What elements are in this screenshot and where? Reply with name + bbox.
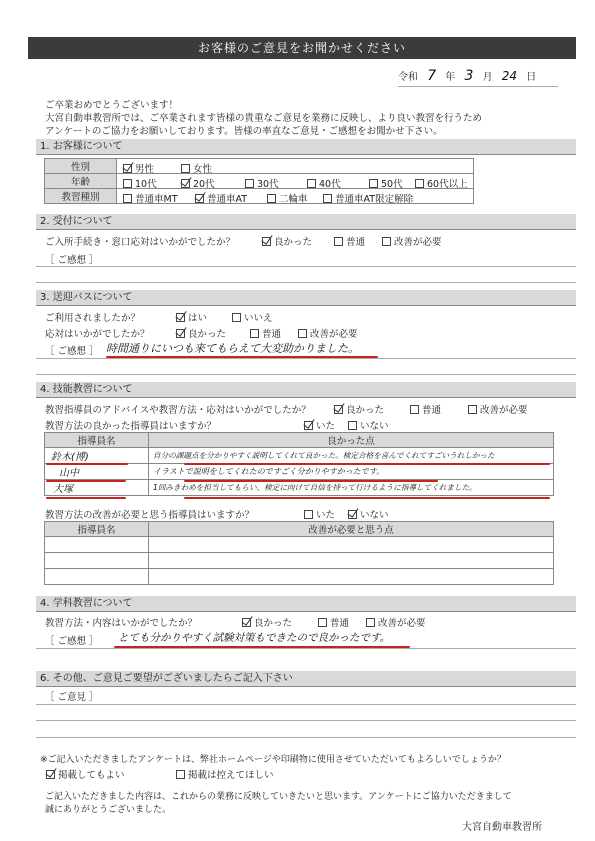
checkbox-icon[interactable] <box>318 618 327 627</box>
option-label: 普通 <box>262 329 282 340</box>
checkbox-icon[interactable] <box>232 313 241 322</box>
course-type-options <box>117 189 474 204</box>
checkbox-icon[interactable] <box>304 510 313 519</box>
driving-normal-option[interactable] <box>410 402 441 416</box>
bad-row-3-point-cell[interactable] <box>149 569 554 585</box>
option-label: 男性 <box>135 164 155 175</box>
checkbox-icon[interactable] <box>410 405 419 414</box>
good-row-1-name-underline <box>46 463 128 465</box>
bus-used-no-option[interactable] <box>232 310 273 324</box>
good-row-1-name-cell[interactable] <box>45 448 149 464</box>
section-driving-header: 4. 技能教習について <box>36 382 576 398</box>
reception-comment-label: ［ ご感想 ］ <box>45 255 99 266</box>
driving-advice-question: 教習指導員のアドバイスや教習方法・応対はいかがでしたか？ <box>45 405 311 416</box>
bad-row-3-name-cell[interactable] <box>45 569 149 585</box>
option-label: 掲載してもよい <box>58 770 125 781</box>
checkbox-checked-icon[interactable] <box>242 618 251 627</box>
section-customer-header: 1. お客様について <box>36 139 576 155</box>
age-options <box>117 174 474 189</box>
course-type-label: 教習種別 <box>45 189 117 204</box>
survey-title-banner: お客様のご意見をお聞かせください <box>28 37 576 59</box>
date-year-unit: 年 <box>445 72 456 83</box>
good-instructor-yes-option[interactable] <box>304 418 335 432</box>
checkbox-checked-icon[interactable] <box>176 329 185 338</box>
option-label: 改善が必要 <box>480 405 528 416</box>
bus-good-option[interactable] <box>176 326 226 340</box>
date-day-unit: 日 <box>526 72 537 83</box>
checkbox-icon[interactable] <box>382 237 391 246</box>
good-row-1-point-cell[interactable] <box>149 448 554 464</box>
date-day[interactable]: 24 <box>501 69 518 83</box>
bus-service-question: 応対はいかがでしたか？ <box>45 329 150 340</box>
option-label: 良かった <box>188 329 227 340</box>
bus-used-yes-option[interactable] <box>176 310 207 324</box>
bus-comment-line-2[interactable] <box>36 374 576 375</box>
good-row-2-name-underline <box>46 480 126 482</box>
option-label: 二輪車 <box>279 194 308 205</box>
classroom-good-option[interactable] <box>242 615 292 629</box>
checkbox-checked-icon[interactable] <box>181 179 190 188</box>
bad-instructor-yes-option[interactable] <box>304 507 335 521</box>
option-label: 普通車MT <box>135 194 178 205</box>
good-row-2-point-underline <box>184 480 438 482</box>
checkbox-icon[interactable] <box>307 179 316 188</box>
classroom-comment-line <box>36 648 576 649</box>
other-comment-label: ［ ご意見 ］ <box>45 692 99 703</box>
intro-line-1: ご卒業おめでとうございます！ <box>45 100 179 111</box>
course-at-option[interactable] <box>195 191 247 205</box>
bad-row-2-point-cell[interactable] <box>149 553 554 569</box>
gender-options <box>117 159 474 174</box>
bad-instructor-table <box>44 521 554 585</box>
date-line <box>398 68 536 84</box>
reception-question: ご入所手続き・窓口応対はいかがでしたか？ <box>45 237 236 248</box>
bus-comment-handwritten[interactable]: 時間通りにいつも来てもらえて大変助かりました。 <box>106 342 359 355</box>
option-label: はい <box>188 313 208 324</box>
course-at-limit-option[interactable] <box>323 191 413 205</box>
option-label: 普通車AT限定解除 <box>335 194 414 205</box>
gender-label: 性別 <box>45 159 117 174</box>
checkbox-icon[interactable] <box>181 164 190 173</box>
option-label: 20代 <box>193 179 215 190</box>
bad-instructor-question: 教習方法の改善が必要と思う指導員はいますか？ <box>45 510 255 521</box>
option-label: 普通 <box>330 618 350 629</box>
section-reception-header: 2. 受付について <box>36 214 576 230</box>
checkbox-checked-icon[interactable] <box>304 421 313 430</box>
option-label: 改善が必要 <box>394 237 442 248</box>
classroom-comment-label: ［ ご感想 ］ <box>45 636 99 647</box>
reception-good-option[interactable] <box>262 234 312 248</box>
reception-improve-option[interactable] <box>382 234 442 248</box>
good-table-header-name: 指導員名 <box>45 433 149 448</box>
option-label: いた <box>316 510 336 521</box>
good-row-2-name: 山中 <box>59 468 79 479</box>
bus-used-question: ご利用されましたか？ <box>45 313 141 324</box>
option-label: 普通 <box>422 405 442 416</box>
bad-row-1-name-cell[interactable] <box>45 537 149 553</box>
option-label: 改善が必要 <box>310 329 358 340</box>
date-month[interactable]: 3 <box>464 68 474 84</box>
classroom-comment-handwritten[interactable]: とても分かりやすく試験対策もできたので良かったです。 <box>118 632 391 644</box>
bad-row-2-name-cell[interactable] <box>45 553 149 569</box>
bad-row-1-point-cell[interactable] <box>149 537 554 553</box>
checkbox-icon[interactable] <box>323 194 332 203</box>
option-label: 10代 <box>135 179 157 190</box>
bad-table-header-name: 指導員名 <box>45 522 149 537</box>
option-label: 50代 <box>381 179 403 190</box>
reception-comment-line-2[interactable] <box>36 282 576 283</box>
checkbox-icon[interactable] <box>334 237 343 246</box>
option-label: 普通車AT <box>207 194 248 205</box>
option-label: いいえ <box>244 313 273 324</box>
footer-school-name: 大宮自動車教習所 <box>462 822 542 833</box>
other-comment-line-1[interactable] <box>36 704 576 705</box>
option-label: 30代 <box>257 179 279 190</box>
good-row-3-point: 1回みきわめを担当してもらい、検定に向けて自信を持って行けるように指導してくれました。 <box>153 483 477 492</box>
good-row-1-name: 鈴木(博) <box>51 452 89 463</box>
option-label: いない <box>360 421 389 432</box>
good-row-2-point-cell[interactable] <box>149 464 554 480</box>
checkbox-icon[interactable] <box>245 179 254 188</box>
good-row-1-point: 自分の課題点を分かりやすく説明してくれて良かった。検定合格を喜んでくれてすごいうれしかった <box>153 451 495 460</box>
option-label: 60代以上 <box>427 179 468 190</box>
course-motorcycle-option[interactable] <box>267 191 308 205</box>
checkbox-icon[interactable] <box>176 770 185 779</box>
checkbox-checked-icon[interactable] <box>334 405 343 414</box>
checkbox-checked-icon[interactable] <box>262 237 271 246</box>
good-row-3-name-underline <box>46 497 126 499</box>
bad-instructor-no-option[interactable] <box>348 507 389 521</box>
bad-table-header-point: 改善が必要と思う点 <box>149 522 554 537</box>
option-label: 良かった <box>274 237 313 248</box>
other-comment-line-2[interactable] <box>36 720 576 721</box>
good-row-3-name: 大塚 <box>53 484 73 495</box>
date-era: 令和 <box>398 72 418 83</box>
reception-normal-option[interactable] <box>334 234 365 248</box>
date-underline <box>398 86 558 87</box>
other-comment-line-3[interactable] <box>36 737 576 738</box>
checkbox-icon[interactable] <box>298 329 307 338</box>
option-label: 女性 <box>193 164 213 175</box>
checkbox-icon[interactable] <box>468 405 477 414</box>
checkbox-icon[interactable] <box>250 329 259 338</box>
good-instructor-question: 教習方法の良かった指導員はいますか？ <box>45 421 217 432</box>
bus-comment-line <box>36 358 576 359</box>
section-other-header: 6. その他、ご意見ご要望がございましたらご記入下さい <box>36 671 576 687</box>
good-row-2-point: イラストで説明をしてくれたのですごく分かりやすかったです。 <box>153 467 385 476</box>
driving-good-option[interactable] <box>334 402 384 416</box>
checkbox-icon[interactable] <box>267 194 276 203</box>
option-label: 良かった <box>346 405 385 416</box>
classroom-normal-option[interactable] <box>318 615 349 629</box>
consent-yes-option[interactable] <box>46 767 125 781</box>
closing-line-2: 誠にありがとうございました。 <box>45 805 172 815</box>
consent-question: ※ご記入いただきましたアンケートは、弊社ホームページや印刷物に使用させていただいてもよろしいでしょうか？ <box>40 755 506 765</box>
good-instructor-no-option[interactable] <box>348 418 389 432</box>
option-label: 掲載は控えてほしい <box>188 770 274 781</box>
checkbox-icon[interactable] <box>369 179 378 188</box>
good-row-3-point-underline <box>184 497 550 499</box>
age-label: 年齢 <box>45 174 117 189</box>
section-classroom-header: 4. 学科教習について <box>36 596 576 612</box>
intro-line-2: 大宮自動車教習所では、ご卒業されます皆様の貴重なご意見を業務に反映し、より良い教習を行うため <box>45 113 483 124</box>
checkbox-icon[interactable] <box>123 179 132 188</box>
date-year[interactable]: 7 <box>427 68 437 84</box>
customer-table <box>44 158 474 204</box>
good-table-header-point: 良かった点 <box>149 433 554 448</box>
consent-no-option[interactable] <box>176 767 274 781</box>
option-label: 良かった <box>254 618 293 629</box>
checkbox-icon[interactable] <box>123 194 132 203</box>
option-label: 40代 <box>319 179 341 190</box>
checkbox-checked-icon[interactable] <box>46 770 55 779</box>
checkbox-icon[interactable] <box>366 618 375 627</box>
bus-improve-option[interactable] <box>298 326 358 340</box>
option-label: いた <box>316 421 336 432</box>
checkbox-checked-icon[interactable] <box>348 510 357 519</box>
classroom-improve-option[interactable] <box>366 615 426 629</box>
checkbox-checked-icon[interactable] <box>195 194 204 203</box>
course-mt-option[interactable] <box>123 191 178 205</box>
date-month-unit: 月 <box>482 72 493 83</box>
classroom-question: 教習方法・内容はいかがでしたか？ <box>45 618 198 629</box>
driving-improve-option[interactable] <box>468 402 528 416</box>
good-row-2-name-cell[interactable] <box>45 464 149 480</box>
reception-comment-line[interactable] <box>36 266 576 267</box>
bus-comment-label: ［ ご感想 ］ <box>45 346 99 357</box>
checkbox-icon[interactable] <box>415 179 424 188</box>
closing-line-1: ご記入いただきました内容は、これからの業務に反映していきたいと思います。アンケートにご協力いただきまして <box>45 792 512 802</box>
bus-normal-option[interactable] <box>250 326 281 340</box>
checkbox-checked-icon[interactable] <box>176 313 185 322</box>
intro-line-3: アンケートのご協力をお願いしております。皆様の率直なご意見・ご感想をお聞かせ下さい。 <box>45 126 443 137</box>
checkbox-checked-icon[interactable] <box>123 164 132 173</box>
section-bus-header: 3. 送迎バスについて <box>36 290 576 306</box>
option-label: 改善が必要 <box>378 618 426 629</box>
checkbox-icon[interactable] <box>348 421 357 430</box>
good-row-1-point-underline <box>184 463 550 465</box>
option-label: 普通 <box>346 237 366 248</box>
option-label: いない <box>360 510 389 521</box>
